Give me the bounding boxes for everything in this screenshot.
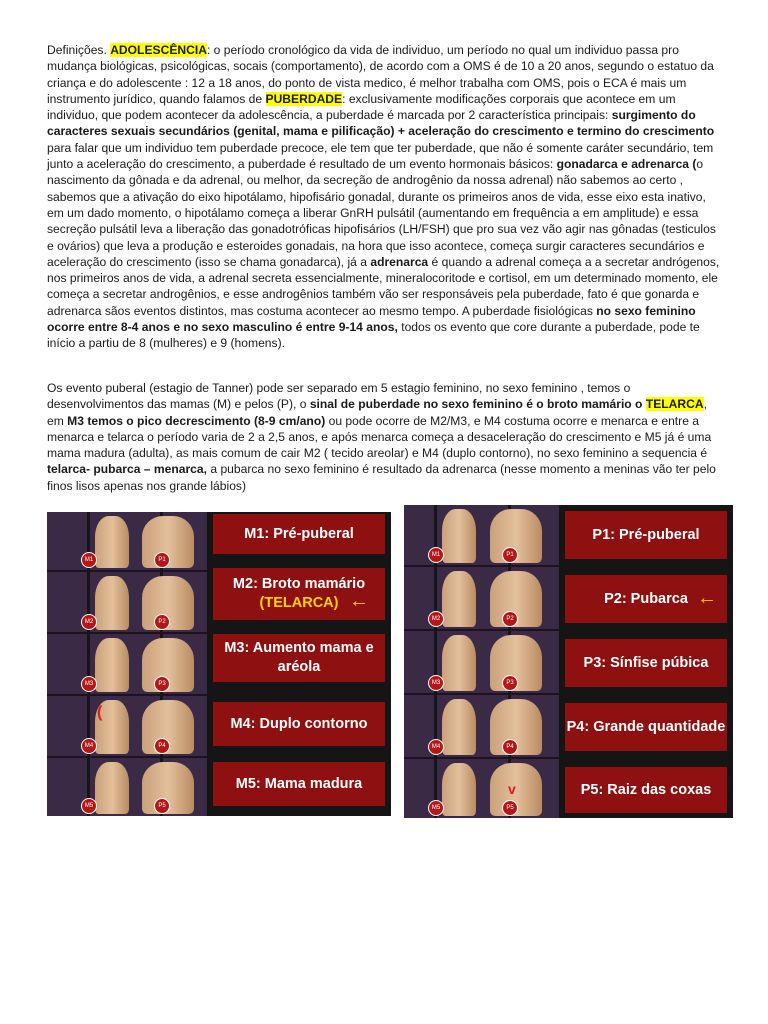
body-silhouette <box>442 763 476 816</box>
red-annotation-mark: ( <box>97 704 103 721</box>
body-silhouette <box>442 509 476 563</box>
arrow-icon: ← <box>349 590 369 612</box>
stage-marker: M2 <box>81 614 97 630</box>
illustration-row <box>47 634 207 696</box>
stage-marker: P2 <box>502 611 518 627</box>
stage-marker: M4 <box>428 739 444 755</box>
highlight-adolescencia: ADOLESCÊNCIA <box>110 43 207 57</box>
illustration-row <box>404 567 559 631</box>
arrow-icon: ← <box>697 587 717 609</box>
paragraph-tanner <box>47 380 723 494</box>
stage-marker: P3 <box>502 675 518 691</box>
body-silhouette <box>442 635 476 691</box>
stage-marker: P3 <box>154 676 170 692</box>
text-run: Definições. <box>47 43 111 57</box>
illustration-row <box>404 631 559 695</box>
stage-marker: M1 <box>81 552 97 568</box>
bold-run: gonadarca e adrenarca ( <box>556 157 697 172</box>
label-text: M2: Broto mamário <box>232 576 366 592</box>
stage-label-p3: P3: Sínfise púbica <box>565 639 727 687</box>
body-silhouette <box>95 516 129 568</box>
stage-marker: M5 <box>428 800 444 816</box>
bold-run: surgimento do caracteres sexuais secundários (genital, mama e pilificação) + aceleração do crescimento e termino do crescimento <box>47 108 715 139</box>
stage-label-m4: M4: Duplo contorno <box>213 702 385 746</box>
text-run: o nascimento da gônada e da adrenal, ou melhor, da secreção de androgênio da nossa adrenal) não sabemos ao certo , sabemos que a ativação do eixo hipotálamo, hipofisário gonadal, durante os primeiros anos de vida, esse eixo esta inativo, em um dado momento, o hipotálamo começa a liberar GnRH pulsátil (aumentando em frequência a em amplitude) e essa secreção pulsátil leva a liberação das gonadotróficas hipofisários (LH/FSH) que pro sua vez vão agir nas gônadas (testiculos e ovários) que leva a produção e esteroides gonadais, na hora que isso acontece, começa surgir caracteres secundários e aceleração do crescimento (isso se chama gonadarca), já a <box>47 157 716 269</box>
stage-label-p2: P2: Pubarca <box>565 575 727 623</box>
illustration-row <box>404 505 559 567</box>
stage-marker: P5 <box>154 798 170 814</box>
paragraph-definitions <box>47 42 723 352</box>
stage-label-p4: P4: Grande quantidade <box>565 703 727 751</box>
text-run: para falar que um individuo tem puberdade precoce, ele tem que ter puberdade, que não é somente caráter secundário, tem junto a aceleração do crescimento, a puberdade é resultado de um evento hormonais básicos: <box>47 140 714 172</box>
highlight-telarca: TELARCA <box>645 397 704 412</box>
text-run: Os evento puberal (estagio de Tanner) pode ser separado em 5 estagio feminino, no sexo feminino , temos o desenvolvimentos das mamas (M) e pelos (P), o <box>47 381 631 412</box>
highlight-puberdade: PUBERDADE <box>265 91 343 106</box>
stage-marker: M5 <box>81 798 97 814</box>
body-silhouette <box>95 576 129 630</box>
stage-label-m3: M3: Aumento mama e aréola <box>213 634 385 682</box>
tanner-pubic-hair-figure <box>404 505 733 818</box>
stage-marker: P2 <box>154 614 170 630</box>
stage-labels <box>559 505 733 818</box>
text-run: ou pode ocorre de M2/M3, e M4 costuma ocorre e menarca e entre a menarca e telarca o período varia de 2 a 2,5 anos, e após menarca começa a desaceleração do crescimento e M5 já é uma mama madura (adulta), as mais comum de cair M2 ( tecido areolar) e M4 (duplo contorno), no sexo feminino a sequencia é <box>47 413 712 461</box>
body-silhouette <box>442 571 476 627</box>
text-run: a pubarca no sexo feminino é resultado da adrenarca (nesse momento a meninas vão ter pelo finos lisos apenas nos grande lábios) <box>47 462 716 493</box>
bold-run: no sexo feminino ocorre entre 8-4 anos e no sexo masculino é entre 9-14 anos, <box>47 303 696 335</box>
telarca-label: (TELARCA) <box>259 595 339 611</box>
illustration-row <box>404 695 559 759</box>
stage-marker: M3 <box>428 675 444 691</box>
text-run: todos os evento que core durante a puberdade, pode te início a partiu de 8 (mulheres) e 9 (homens). <box>47 320 700 351</box>
illustration-row <box>47 512 207 572</box>
tanner-illustration <box>404 505 559 818</box>
illustration-row <box>47 758 207 816</box>
stage-label-p1: P1: Pré-puberal <box>565 511 727 559</box>
stage-marker: M2 <box>428 611 444 627</box>
stage-marker: M3 <box>81 676 97 692</box>
text-run: é quando a adrenal começa a a secretar andrógenos, nos primeiros anos de vida, a adrenal secreta essencialmente, mineralocoritode e cortisol, em um determinado momento, ele começa a secretar androgênios, e esse androgênios também vão ser responsáveis pela puberdade, fato é que gonarda e adrenarca sãos eventos distintos, mas costuma acontecer ao mesmo tempo. A puberdade fisiológicas <box>47 254 720 318</box>
body-silhouette <box>95 638 129 692</box>
body-silhouette <box>442 699 476 755</box>
stage-marker: P1 <box>502 547 518 563</box>
body-silhouette <box>95 762 129 814</box>
stage-marker: P1 <box>154 552 170 568</box>
stage-marker: P4 <box>154 738 170 754</box>
illustration-row <box>47 696 207 758</box>
stage-marker: P4 <box>502 739 518 755</box>
stage-marker: M1 <box>428 547 444 563</box>
illustration-row <box>404 759 559 818</box>
text-run: , em <box>47 397 707 428</box>
stage-marker: M4 <box>81 738 97 754</box>
tanner-breast-figure <box>47 512 391 816</box>
stage-label-m5: M5: Mama madura <box>213 762 385 806</box>
bold-run: telarca- pubarca – menarca, <box>47 462 207 477</box>
text-run: : o período cronológico da vida de individuo, um período no qual um individuo passa pro mudança biológicas, psicológicas, socais (comportamento), de acordo com a OMS é de 10 a 20 anos, segundo o estatuo da criança e do adolescente : 12 a 18 anos, do ponto de vista medico, é melhor trabalha com OMS, pois o ECA é mais um instrumento jurídico, quando falamos de <box>47 43 714 106</box>
red-annotation-mark: v <box>508 781 516 797</box>
stage-label-m1: M1: Pré-puberal <box>213 514 385 554</box>
stage-marker: P5 <box>502 800 518 816</box>
text-run: : exclusivamente modificações corporais que acontece em um individuo, que podem acontecer da adolescência, a puberdade é marcada por 2 característica principais: <box>47 91 676 123</box>
bold-run: M3 temos o pico decrescimento (8-9 cm/ano) <box>67 413 326 428</box>
bold-run: sinal de puberdade no sexo feminino é o broto mamário o <box>309 397 646 412</box>
stage-label-p5: P5: Raiz das coxas <box>565 767 727 813</box>
stage-labels <box>207 512 391 816</box>
tanner-illustration <box>47 512 207 816</box>
bold-run: adrenarca <box>370 254 429 269</box>
illustration-row <box>47 572 207 634</box>
